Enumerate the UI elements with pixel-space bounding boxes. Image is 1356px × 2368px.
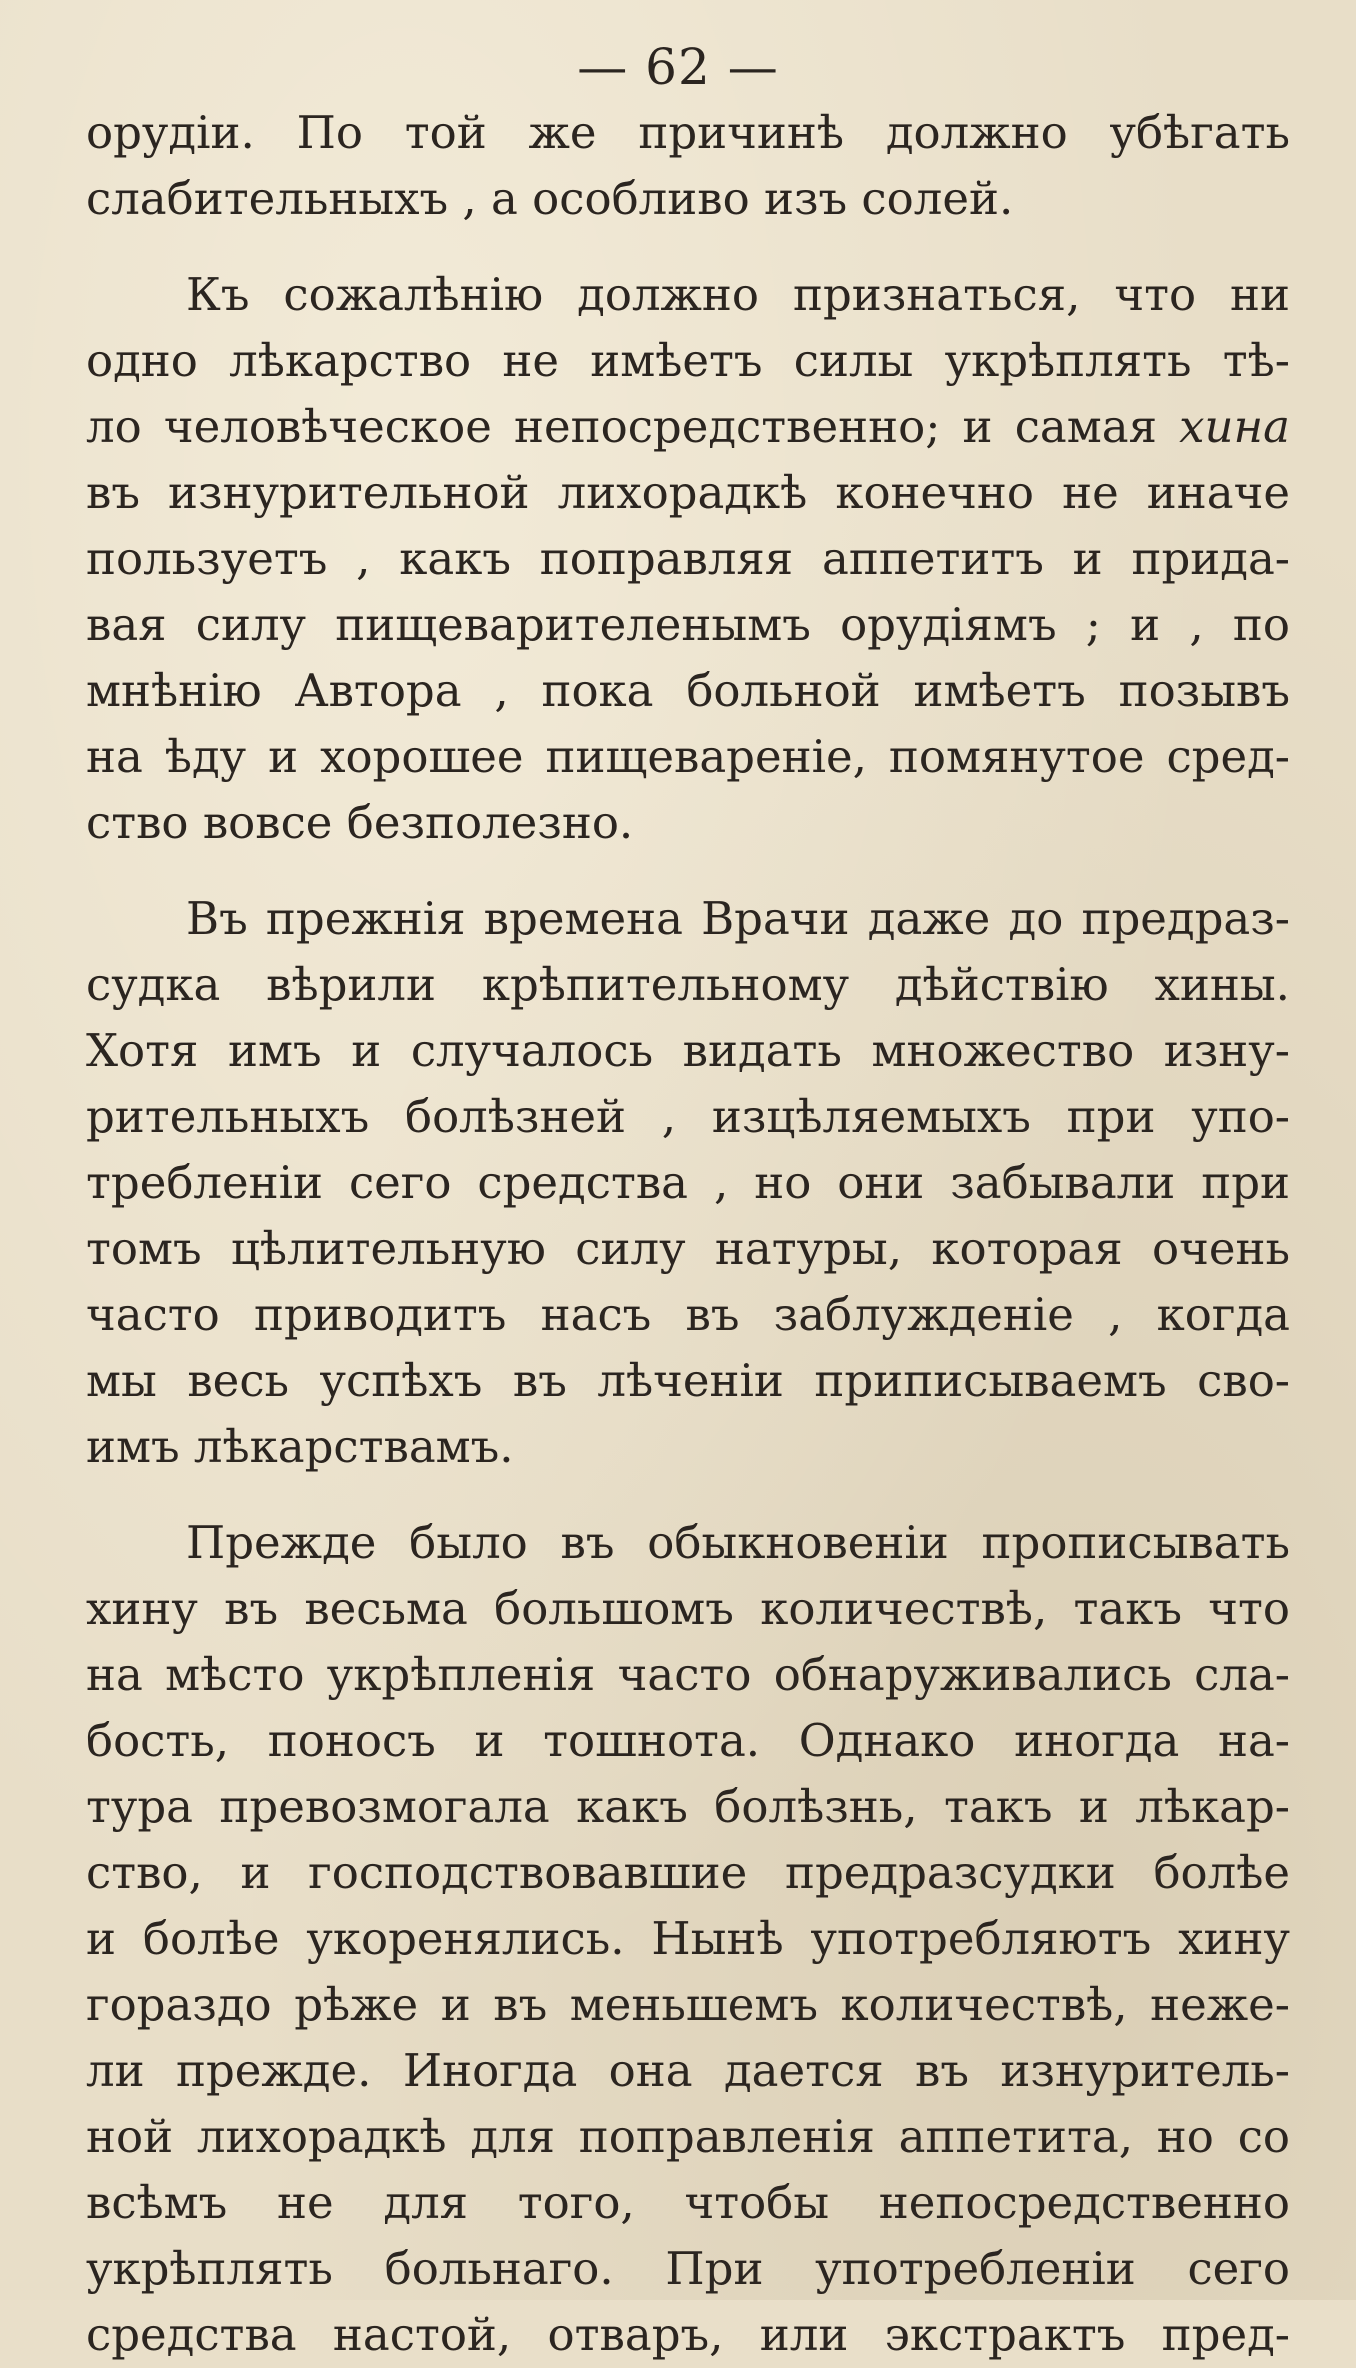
text-line: требленіи сего средства , но они забывали при	[86, 1156, 1290, 1209]
text-line: тура превозмогала какъ болѣзнь, такъ и лѣкар-	[86, 1780, 1290, 1833]
text-line: всѣмъ не для того, чтобы непосредственно	[86, 2176, 1290, 2229]
text-line	[86, 394, 1290, 460]
text-line: слабительныхъ , а особливо изъ солей.	[86, 172, 1014, 225]
text-line: гораздо рѣже и въ меньшемъ количествѣ, неже-	[86, 1978, 1290, 2031]
text-line: Къ сожалѣнію должно признаться, что ни	[186, 268, 1290, 321]
text-line: томъ цѣлительную силу натуры, которая очень	[86, 1222, 1290, 1275]
text-line: одно лѣкарство не имѣетъ силы укрѣплять тѣ-	[86, 334, 1290, 387]
text-line: судка вѣрили крѣпительному дѣйствію хины.	[86, 958, 1290, 1011]
text-line: орудіи. По той же причинѣ должно убѣгать	[86, 106, 1290, 159]
text-line: рительныхъ болѣзней , изцѣляемыхъ при упо-	[86, 1090, 1290, 1143]
text-line: хину въ весьма большомъ количествѣ, такъ что	[86, 1582, 1290, 1635]
paragraph	[86, 100, 1290, 232]
text-line: ство вовсе безполезно.	[86, 796, 634, 849]
text-line: часто приводитъ насъ въ заблужденіе , когда	[86, 1288, 1290, 1341]
text-line: укрѣплять больнаго. При употребленіи сего	[86, 2242, 1290, 2295]
text-line: вая силу пищеварителенымъ орудіямъ ; и , по	[86, 598, 1290, 651]
text-fragment: ло человѣческое непосредственно; и самая	[86, 400, 1157, 453]
text-line: бость, поносъ и тошнота. Однако иногда на-	[86, 1714, 1290, 1767]
text-line: Хотя имъ и случалось видать множество изну-	[86, 1024, 1290, 1077]
page-number: — 62 —	[577, 38, 779, 96]
text-line: Прежде было въ обыкновеніи прописывать	[186, 1516, 1290, 1569]
text-line: Въ прежнія времена Врачи даже до предраз-	[186, 892, 1290, 945]
text-line: средства настой, отваръ, или экстрактъ пред-	[86, 2308, 1290, 2361]
text-line: ли прежде. Иногда она дается въ изнуритель-	[86, 2044, 1290, 2097]
text-line: ство, и господствовавшие предразсудки болѣе	[86, 1846, 1290, 1899]
paragraph	[86, 886, 1290, 1480]
body-text	[86, 100, 1290, 2368]
paragraph	[86, 1510, 1290, 2368]
text-line: и болѣе укоренялись. Нынѣ употребляютъ хину	[86, 1912, 1290, 1965]
text-line: пользуетъ , какъ поправляя аппетитъ и прида-	[86, 532, 1290, 585]
text-line: мы весь успѣхъ въ лѣченіи приписываемъ сво-	[86, 1354, 1290, 1407]
text-line: ной лихорадкѣ для поправленія аппетита, но со	[86, 2110, 1290, 2163]
text-line: на мѣсто укрѣпленія часто обнаруживались сла-	[86, 1648, 1290, 1701]
text-line: на ѣду и хорошее пищевареніе, помянутое сред-	[86, 730, 1290, 783]
italic-word: хина	[1179, 400, 1290, 453]
text-line: въ изнурительной лихорадкѣ конечно не иначе	[86, 466, 1290, 519]
text-line: мнѣнію Автора , пока больной имѣетъ позывъ	[86, 664, 1290, 717]
text-line: имъ лѣкарствамъ.	[86, 1420, 514, 1473]
paragraph	[86, 262, 1290, 856]
